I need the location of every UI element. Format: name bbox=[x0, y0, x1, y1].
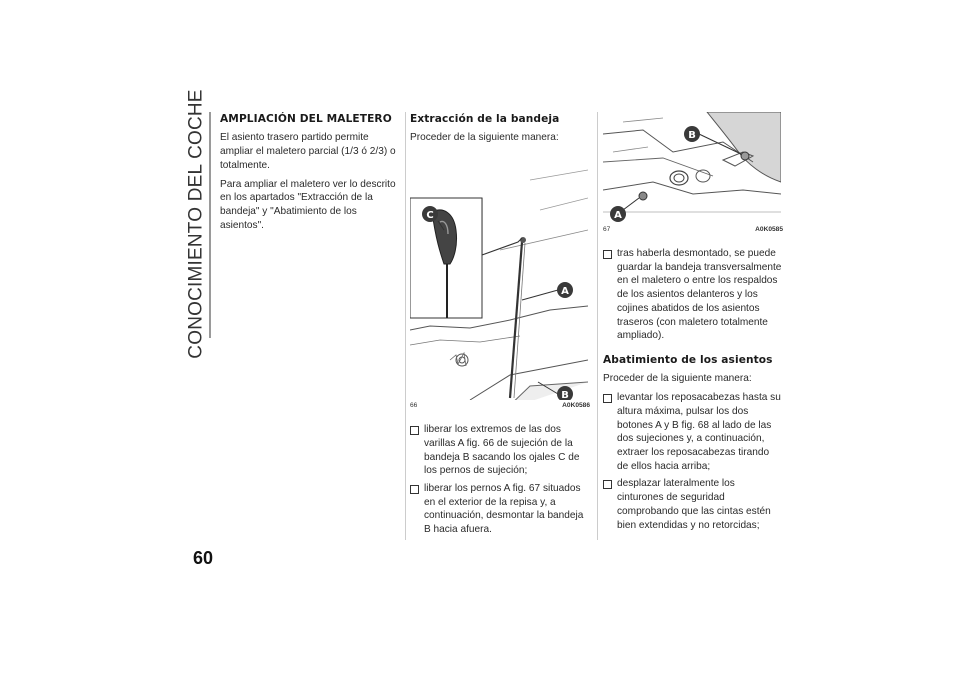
bullet-guardar-bandeja: tras haberla desmontado, se puede guardar la bandeja transversalmente en el maletero o entre los respaldos de los asientos delanteros y los cojines abatidos de los asientos traseros (con maletero totalmente ampliado). bbox=[603, 247, 783, 343]
callout-b: B bbox=[688, 130, 696, 141]
bullet-pernos: liberar los pernos A fig. 67 situados en el exterior de la repisa y, a continuación, desmontar la bandeja B hacia afuera. bbox=[410, 482, 590, 537]
intro-abatimiento: Proceder de la siguiente manera: bbox=[603, 373, 752, 385]
figure-67-number: 67 bbox=[603, 226, 611, 233]
figure-67 bbox=[603, 112, 783, 235]
bullet-reposacabezas: levantar los reposacabezas hasta su altura máxima, pulsar los dos botones A y B fig. 68 al lado de las dos sujeciones y, a continuación, extraer los reposacabezas tirando de ellos hacia arriba; bbox=[603, 391, 783, 473]
callout-a: A bbox=[614, 210, 622, 221]
callout-a: A bbox=[561, 286, 569, 298]
column-3 bbox=[603, 112, 783, 536]
heading-extraccion: Extracción de la bandeja bbox=[410, 113, 560, 125]
side-rule bbox=[209, 112, 211, 338]
intro-extraccion: Proceder de la siguiente manera: bbox=[410, 132, 559, 144]
callout-c: C bbox=[426, 210, 434, 222]
column-divider-1 bbox=[405, 112, 406, 540]
figure-66-caption bbox=[410, 400, 590, 411]
figure-67-code: A0K0585 bbox=[755, 226, 783, 233]
figure-66-code: A0K0586 bbox=[562, 402, 590, 410]
heading-ampliacion: AMPLIACIÓN DEL MALETERO bbox=[220, 113, 392, 125]
bullet-cinturones: desplazar lateralmente los cinturones de seguridad comprobando que las cintas estén bien extendidas y no retorcidas; bbox=[603, 477, 783, 532]
bullet-varillas: liberar los extremos de las dos varillas A fig. 66 de sujeción de la bandeja B sacando los ojales C de los pernos de sujeción; bbox=[410, 423, 590, 478]
paragraph-1: El asiento trasero partido permite ampliar el maletero parcial (1/3 ó 2/3) o totalmente. bbox=[220, 132, 396, 171]
page-number: 60 bbox=[193, 548, 214, 568]
section-side-label: CONOCIMIENTO DEL COCHE bbox=[186, 89, 207, 359]
figure-66 bbox=[410, 150, 590, 411]
figure-66-illustration bbox=[410, 150, 588, 400]
column-1 bbox=[220, 114, 396, 237]
column-divider-2 bbox=[597, 112, 598, 540]
figure-67-caption bbox=[603, 224, 783, 235]
heading-abatimiento: Abatimiento de los asientos bbox=[603, 353, 773, 366]
figure-67-illustration bbox=[603, 112, 781, 224]
figure-66-number: 66 bbox=[410, 402, 418, 410]
paragraph-2: Para ampliar el maletero ver lo descrito en los apartados "Extracción de la bandeja" y "Abatimiento de los asientos". bbox=[220, 178, 396, 231]
callout-b: B bbox=[561, 390, 569, 401]
column-2 bbox=[410, 114, 590, 541]
